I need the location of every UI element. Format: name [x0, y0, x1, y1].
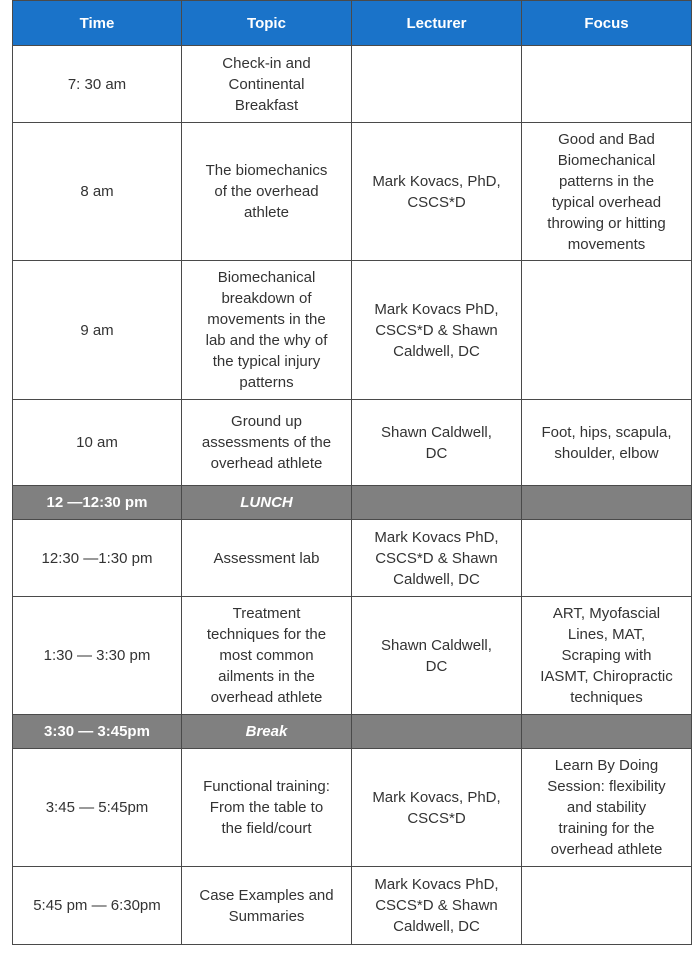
- time-cell: 12:30 —1:30 pm: [13, 520, 182, 597]
- header-row: [13, 1, 692, 46]
- focus-cell: [522, 123, 692, 261]
- topic-line: overhead athlete: [210, 455, 323, 472]
- topic-line: the field/court: [221, 820, 312, 837]
- topic-line: techniques for the: [206, 626, 327, 643]
- topic-line: The biomechanics: [205, 162, 328, 179]
- focus-cell: [522, 749, 692, 867]
- time-cell: 10 am: [13, 400, 182, 486]
- schedule-body: [13, 46, 692, 945]
- lecturer-line: CSCS*D: [407, 193, 466, 211]
- time-cell: 3:30 — 3:45pm: [13, 715, 182, 749]
- topic-cell: [182, 261, 352, 400]
- table-row: [13, 867, 692, 945]
- lecturer-line: Mark Kovacs, PhD,: [372, 788, 501, 806]
- focus-line: ART, Myofascial: [552, 605, 661, 622]
- focus-cell: [522, 597, 692, 715]
- focus-cell: [522, 261, 692, 400]
- topic-line: patterns: [239, 374, 294, 391]
- lecturer-line: DC: [425, 444, 448, 462]
- lecturer-cell: [352, 46, 522, 123]
- topic-cell: [182, 123, 352, 261]
- focus-line: training for the: [558, 820, 655, 837]
- lecturer-line: CSCS*D & Shawn: [375, 549, 498, 567]
- topic-cell: [182, 749, 352, 867]
- header-focus: Focus: [522, 1, 692, 46]
- time-cell: 7: 30 am: [13, 46, 182, 123]
- topic-line: athlete: [243, 204, 290, 221]
- topic-line: the typical injury: [212, 353, 321, 370]
- topic-line: Check-in and: [222, 54, 311, 72]
- lecturer-line: DC: [425, 657, 448, 675]
- time-cell: 1:30 — 3:30 pm: [13, 597, 182, 715]
- header-topic: Topic: [182, 1, 352, 46]
- lecturer-line: Mark Kovacs PhD,: [374, 528, 499, 546]
- topic-line: ailments in the: [218, 668, 315, 685]
- topic-line: Functional training:: [203, 778, 330, 795]
- focus-line: Lines, MAT,: [567, 626, 646, 643]
- focus-line: Learn By Doing: [554, 757, 659, 774]
- topic-line: Continental: [228, 75, 305, 93]
- table-row: [13, 715, 692, 749]
- lecturer-cell: [352, 867, 522, 945]
- time-cell: 8 am: [13, 123, 182, 261]
- lecturer-line: Mark Kovacs PhD,: [374, 876, 499, 893]
- lecturer-cell: [352, 486, 522, 520]
- topic-cell: [182, 400, 352, 486]
- lecturer-cell: [352, 749, 522, 867]
- focus-line: typical overhead: [551, 193, 662, 211]
- topic-line: movements in the: [207, 311, 326, 328]
- lecturer-line: Caldwell, DC: [393, 570, 480, 588]
- topic-line: From the table to: [209, 799, 324, 816]
- table-row: [13, 749, 692, 867]
- topic-line: of the overhead: [214, 183, 319, 200]
- time-cell: 5:45 pm — 6:30pm: [13, 867, 182, 945]
- lecturer-cell: [352, 520, 522, 597]
- topic-line: Treatment: [232, 605, 301, 622]
- topic-line: most common: [219, 647, 314, 664]
- topic-cell: [182, 867, 352, 945]
- table-row: [13, 400, 692, 486]
- focus-cell: [522, 486, 692, 520]
- time-cell: 9 am: [13, 261, 182, 400]
- table-row: [13, 486, 692, 520]
- lecturer-line: CSCS*D & Shawn: [375, 321, 498, 339]
- table-row: [13, 46, 692, 123]
- focus-cell: [522, 867, 692, 945]
- topic-line: Biomechanical: [217, 269, 316, 286]
- topic-line: lab and the why of: [205, 332, 328, 349]
- topic-line: breakdown of: [221, 290, 312, 307]
- lecturer-line: Caldwell, DC: [393, 342, 480, 360]
- focus-line: Good and Bad: [558, 130, 655, 148]
- lecturer-cell: [352, 597, 522, 715]
- lecturer-line: Shawn Caldwell,: [381, 636, 492, 654]
- focus-line: Session: flexibility: [547, 778, 666, 795]
- header-time: Time: [13, 1, 182, 46]
- topic-line: Breakfast: [234, 96, 299, 114]
- lecturer-cell: [352, 261, 522, 400]
- focus-line: overhead athlete: [550, 841, 663, 858]
- focus-line: Biomechanical: [557, 151, 656, 169]
- time-cell: 12 —12:30 pm: [13, 486, 182, 520]
- table-row: [13, 261, 692, 400]
- focus-cell: [522, 520, 692, 597]
- lecturer-cell: [352, 715, 522, 749]
- topic-line: Break: [245, 723, 288, 740]
- focus-line: techniques: [570, 689, 643, 706]
- header-lecturer: Lecturer: [352, 1, 522, 46]
- lecturer-cell: [352, 400, 522, 486]
- topic-cell: [182, 486, 352, 520]
- topic-line: Summaries: [228, 907, 305, 925]
- lecturer-cell: [352, 123, 522, 261]
- focus-line: IASMT, Chiropractic: [540, 668, 673, 685]
- topic-line: Case Examples and: [199, 886, 334, 904]
- focus-cell: [522, 46, 692, 123]
- table-row: [13, 123, 692, 261]
- topic-cell: [182, 715, 352, 749]
- focus-line: Foot, hips, scapula,: [541, 423, 672, 441]
- table-row: [13, 520, 692, 597]
- focus-line: Scraping with: [561, 647, 652, 664]
- lecturer-line: Mark Kovacs, PhD,: [372, 172, 501, 190]
- topic-line: assessments of the: [201, 434, 332, 451]
- topic-cell: [182, 597, 352, 715]
- focus-line: and stability: [566, 799, 647, 816]
- topic-line: Ground up: [231, 413, 302, 430]
- lecturer-line: Shawn Caldwell,: [381, 423, 492, 441]
- table-row: [13, 597, 692, 715]
- lecturer-line: Caldwell, DC: [393, 918, 480, 935]
- focus-cell: [522, 715, 692, 749]
- topic-line: overhead athlete: [210, 689, 323, 706]
- time-cell: 3:45 — 5:45pm: [13, 749, 182, 867]
- lecturer-line: CSCS*D: [407, 809, 466, 827]
- topic-line: Assessment lab: [213, 549, 320, 567]
- schedule-table: [12, 0, 692, 945]
- topic-line: LUNCH: [240, 494, 293, 511]
- focus-line: shoulder, elbow: [554, 444, 659, 462]
- focus-line: patterns in the: [558, 172, 655, 190]
- focus-line: movements: [567, 235, 646, 253]
- topic-cell: [182, 520, 352, 597]
- focus-line: throwing or hitting: [547, 214, 666, 232]
- lecturer-line: Mark Kovacs PhD,: [374, 300, 499, 318]
- focus-cell: [522, 400, 692, 486]
- lecturer-line: CSCS*D & Shawn: [375, 897, 498, 914]
- topic-cell: [182, 46, 352, 123]
